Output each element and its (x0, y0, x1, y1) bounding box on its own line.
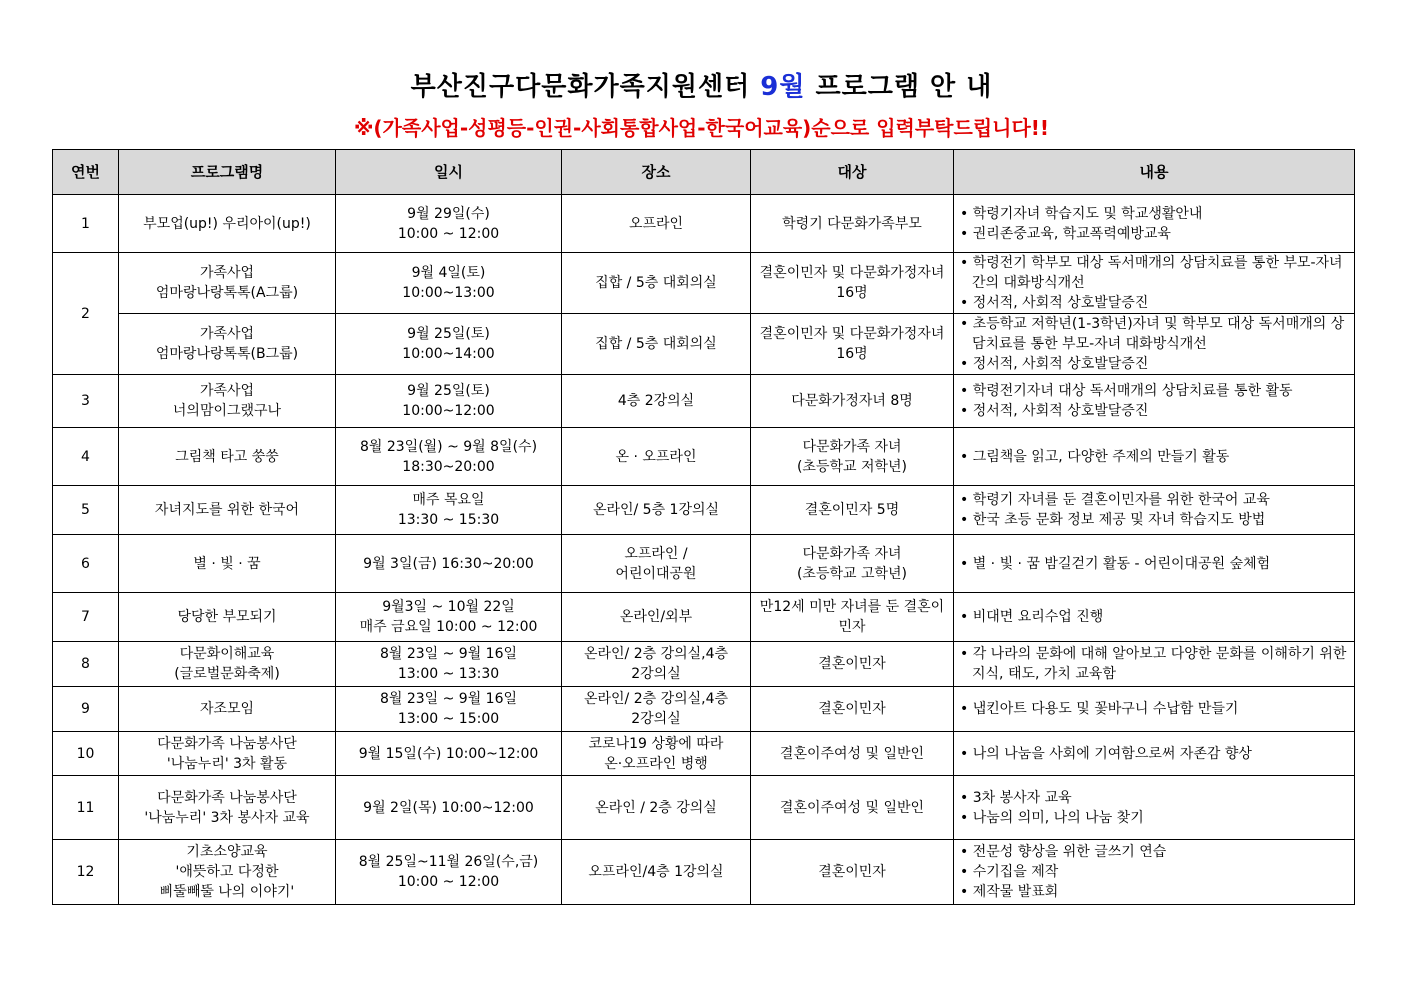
content-cell (954, 593, 1355, 642)
table-row (53, 687, 1355, 732)
place-cell (562, 253, 751, 314)
target-line: (초등학교 저학년) (796, 458, 908, 475)
program-name-line: 가족사업 (199, 265, 255, 281)
target-cell (751, 687, 954, 732)
program-name-line: 자조모임 (199, 701, 255, 717)
date-cell (336, 840, 562, 905)
target-line: 결혼이민자 (818, 864, 886, 880)
table-row (53, 375, 1355, 428)
date-line: 10:00 ~ 12:00 (397, 874, 500, 890)
content-cell (954, 428, 1355, 486)
place-cell (562, 642, 751, 687)
date-line: 매주 목요일 (412, 492, 485, 508)
program-name-cell (119, 840, 336, 905)
row-number-cell: 9 (53, 687, 119, 732)
date-cell (336, 195, 562, 253)
place-cell (562, 375, 751, 428)
content-cell (954, 195, 1355, 253)
date-line: 10:00~14:00 (402, 346, 495, 362)
program-name-line: 다문화이해교육 (179, 646, 275, 662)
table-row (53, 314, 1355, 375)
content-line: • 3차 봉사자 교육 (960, 789, 1072, 806)
program-name-line: 자녀지도를 위한 한국어 (154, 502, 300, 518)
program-name-cell (119, 732, 336, 776)
date-line: 8월 25일~11월 26일(수,금) (358, 854, 539, 870)
row-number-cell: 7 (53, 593, 119, 642)
program-name-line: 엄마랑나랑톡톡(A그룹) (155, 285, 299, 301)
target-line: 만12세 미만 자녀를 둔 결혼이민자 (759, 599, 945, 635)
date-line: 18:30~20:00 (402, 458, 495, 475)
title-suffix: 프로그램 안 내 (805, 72, 993, 102)
content-line: • 그림책을 읽고, 다양한 주제의 만들기 활동 (960, 448, 1230, 465)
target-line: 결혼이민자 (818, 701, 886, 717)
date-cell (336, 486, 562, 535)
target-line: 다문화가정자녀 8명 (791, 393, 913, 409)
title-month: 9월 (760, 72, 806, 102)
program-name-cell (119, 428, 336, 486)
target-line: 결혼이민자 및 다문화가정자녀 (759, 265, 945, 281)
place-line: 온라인/ 5층 1강의실 (592, 502, 720, 518)
content-line: • 수기집을 제작 (960, 864, 1059, 880)
target-line: 결혼이민자 및 다문화가정자녀 (759, 326, 945, 342)
table-row (53, 776, 1355, 840)
place-cell (562, 486, 751, 535)
row-number-cell: 1 (53, 195, 119, 253)
program-name-cell (119, 486, 336, 535)
date-line: 9월 25일(토) (407, 383, 490, 399)
target-line: 16명 (836, 346, 868, 362)
place-cell (562, 593, 751, 642)
content-line: • 냅킨아트 다용도 및 꽃바구니 수납함 만들기 (960, 701, 1239, 717)
place-line: 오프라인 (628, 215, 684, 232)
program-name-cell (119, 375, 336, 428)
place-line: 집합 / 5층 대회의실 (595, 336, 717, 352)
table-row (53, 642, 1355, 687)
content-line: • 권리존중교육, 학교폭력예방교육 (960, 225, 1171, 242)
program-name-cell (119, 593, 336, 642)
program-name-cell (119, 253, 336, 314)
place-line: 온 · 오프라인 (615, 448, 697, 465)
program-name-line: 그림책 타고 쑹쑹 (175, 448, 279, 465)
content-line: • 학령기 자녀를 둔 결혼이민자를 위한 한국어 교육 (960, 492, 1270, 508)
date-cell (336, 375, 562, 428)
date-line: 8월 23일(월) ~ 9월 8일(수) (359, 438, 538, 455)
column-header-target: 대상 (751, 150, 954, 195)
column-header-program: 프로그램명 (119, 150, 336, 195)
row-number-cell: 5 (53, 486, 119, 535)
content-line: • 나의 나눔을 사회에 기여함으로써 자존감 향상 (960, 745, 1252, 762)
content-line: • 학령전기자녀 대상 독서매개의 상담치료를 통한 활동 (960, 383, 1293, 399)
date-line: 9월 4일(토) (411, 265, 486, 281)
content-cell (954, 687, 1355, 732)
table-row (53, 535, 1355, 593)
target-line: (초등학교 고학년) (796, 565, 908, 582)
target-line: 결혼이주여성 및 일반인 (779, 799, 925, 816)
table-row (53, 428, 1355, 486)
date-line: 13:30 ~ 15:30 (397, 512, 500, 528)
place-line: 4층 2강의실 (617, 393, 695, 409)
table-row (53, 840, 1355, 905)
row-number-cell: 6 (53, 535, 119, 593)
program-name-line: '나눔누리' 3차 활동 (166, 755, 288, 772)
row-number-cell: 12 (53, 840, 119, 905)
date-line: 10:00~12:00 (402, 403, 495, 419)
place-cell (562, 776, 751, 840)
column-header-no: 연번 (53, 150, 119, 195)
target-line: 학령기 다문화가족부모 (782, 215, 922, 232)
date-line: 매주 금요일 10:00 ~ 12:00 (359, 619, 538, 635)
program-name-line: 엄마랑나랑톡톡(B그룹) (155, 346, 299, 362)
table-row (53, 593, 1355, 642)
place-line: 온·오프라인 병행 (604, 755, 708, 772)
content-cell (954, 375, 1355, 428)
target-cell (751, 428, 954, 486)
program-name-line: 다문화가족 나눔봉사단 (157, 789, 297, 806)
content-line: • 정서적, 사회적 상호발달증진 (960, 403, 1149, 419)
program-name-line: 가족사업 (199, 383, 255, 399)
column-header-content: 내용 (954, 150, 1355, 195)
date-cell (336, 593, 562, 642)
content-line: • 전문성 향상을 위한 글쓰기 연습 (960, 844, 1167, 860)
content-cell (954, 732, 1355, 776)
target-line: 16명 (836, 285, 868, 301)
program-name-cell (119, 776, 336, 840)
place-cell (562, 314, 751, 375)
content-line: • 학령전기 학부모 대상 독서매개의 상담치료를 통한 부모-자녀간의 대화방식개선 (960, 255, 1343, 291)
table-row (53, 732, 1355, 776)
content-line: • 각 나라의 문화에 대해 알아보고 다양한 문화를 이해하기 위한 지식, 태도, 가치 교육함 (960, 646, 1347, 682)
date-cell (336, 428, 562, 486)
content-line: • 학령기자녀 학습지도 및 학교생활안내 (960, 205, 1203, 222)
content-line: • 정서적, 사회적 상호발달증진 (960, 295, 1149, 311)
program-name-line: 당당한 부모되기 (177, 609, 277, 625)
program-name-line: (글로벌문화축제) (174, 666, 280, 682)
target-line: 결혼이주여성 및 일반인 (779, 745, 925, 762)
date-cell (336, 642, 562, 687)
program-name-cell (119, 687, 336, 732)
target-cell (751, 642, 954, 687)
place-line: 오프라인 / (624, 545, 688, 562)
target-cell (751, 314, 954, 375)
target-cell (751, 535, 954, 593)
place-cell (562, 428, 751, 486)
date-cell (336, 314, 562, 375)
target-cell (751, 776, 954, 840)
content-line: • 정서적, 사회적 상호발달증진 (960, 356, 1149, 372)
date-line: 10:00~13:00 (402, 285, 495, 301)
title-prefix: 부산진구다문화가족지원센터 (410, 72, 761, 102)
date-line: 9월 29일(수) (407, 205, 490, 222)
place-line: 온라인/ 2층 강의실,4층 (583, 691, 729, 707)
date-cell (336, 535, 562, 593)
date-line: 13:00 ~ 13:30 (397, 666, 500, 682)
target-cell (751, 593, 954, 642)
row-number-cell: 8 (53, 642, 119, 687)
content-cell (954, 486, 1355, 535)
place-line: 2강의실 (631, 666, 681, 682)
program-name-line: '애뜻하고 다정한 (175, 864, 279, 880)
content-cell (954, 840, 1355, 905)
date-line: 10:00 ~ 12:00 (397, 225, 500, 242)
program-name-line: 다문화가족 나눔봉사단 (157, 735, 297, 752)
content-line: • 비대면 요리수업 진행 (960, 609, 1104, 625)
place-line: 온라인 / 2층 강의실 (595, 799, 717, 816)
column-header-place: 장소 (562, 150, 751, 195)
content-line: • 별 · 빛 · 꿈 밤길걷기 활동 - 어린이대공원 숲체험 (960, 555, 1271, 572)
program-name-line: 부모업(up!) 우리아이(up!) (143, 215, 311, 232)
place-line: 코로나19 상황에 따라 (588, 735, 724, 752)
row-number-cell: 4 (53, 428, 119, 486)
place-cell (562, 195, 751, 253)
row-number-cell: 10 (53, 732, 119, 776)
program-name-line: 가족사업 (199, 326, 255, 342)
place-line: 어린이대공원 (615, 565, 697, 582)
content-line: • 제작물 발표회 (960, 884, 1059, 900)
program-name-cell (119, 314, 336, 375)
date-cell (336, 776, 562, 840)
target-cell (751, 253, 954, 314)
program-name-cell (119, 195, 336, 253)
program-name-line: 기초소양교육 (186, 844, 268, 860)
place-line: 집합 / 5층 대회의실 (595, 275, 717, 291)
program-name-line: 너의맘이그랬구나 (172, 403, 282, 419)
date-line: 8월 23일 ~ 9월 16일 (379, 691, 518, 707)
target-line: 다문화가족 자녀 (802, 545, 902, 562)
place-line: 온라인/외부 (619, 609, 693, 625)
target-line: 결혼이민자 5명 (804, 502, 900, 518)
place-line: 오프라인/4층 1강의실 (588, 864, 724, 880)
target-cell (751, 840, 954, 905)
date-cell (336, 687, 562, 732)
target-line: 결혼이민자 (818, 656, 886, 672)
content-cell (954, 253, 1355, 314)
content-line: • 한국 초등 문화 정보 제공 및 자녀 학습지도 방법 (960, 512, 1266, 528)
content-cell (954, 776, 1355, 840)
date-line: 13:00 ~ 15:00 (397, 711, 500, 727)
target-cell (751, 195, 954, 253)
date-line: 9월 2일(목) 10:00~12:00 (363, 799, 534, 816)
date-line: 8월 23일 ~ 9월 16일 (379, 646, 518, 662)
program-table (52, 149, 1355, 905)
content-line: • 초등학교 저학년(1-3학년)자녀 및 학부모 대상 독서매개의 상담치료를 통한 부모-자녀 대화방식개선 (960, 316, 1345, 352)
target-cell (751, 375, 954, 428)
place-cell (562, 687, 751, 732)
page-title (0, 66, 1403, 103)
content-cell (954, 314, 1355, 375)
program-name-cell (119, 642, 336, 687)
target-cell (751, 486, 954, 535)
place-line: 온라인/ 2층 강의실,4층 (583, 646, 729, 662)
row-number-cell: 2 (53, 253, 119, 375)
table-row (53, 253, 1355, 314)
column-header-date: 일시 (336, 150, 562, 195)
row-number-cell: 11 (53, 776, 119, 840)
table-header-row (53, 150, 1355, 195)
page-subtitle: ※(가족사업-성평등-인권-사회통합사업-한국어교육)순으로 입력부탁드립니다!! (353, 116, 1050, 140)
date-cell (336, 732, 562, 776)
target-line: 다문화가족 자녀 (802, 438, 902, 455)
table-row (53, 195, 1355, 253)
content-line: • 나눔의 의미, 나의 나눔 찾기 (960, 809, 1144, 826)
table-row (53, 486, 1355, 535)
date-cell (336, 253, 562, 314)
place-cell (562, 732, 751, 776)
table-body (53, 195, 1355, 905)
target-cell (751, 732, 954, 776)
date-line: 9월3일 ~ 10월 22일 (382, 599, 515, 615)
program-name-cell (119, 535, 336, 593)
program-name-line: '나눔누리' 3차 봉사자 교육 (144, 809, 310, 826)
place-cell (562, 840, 751, 905)
date-line: 9월 3일(금) 16:30~20:00 (363, 555, 534, 572)
place-cell (562, 535, 751, 593)
date-line: 9월 15일(수) 10:00~12:00 (358, 745, 539, 762)
content-cell (954, 535, 1355, 593)
content-cell (954, 642, 1355, 687)
program-name-line: 삐뚤빼뚤 나의 이야기' (159, 884, 295, 900)
date-line: 9월 25일(토) (407, 326, 490, 342)
program-name-line: 별 · 빛 · 꿈 (193, 555, 261, 572)
row-number-cell: 3 (53, 375, 119, 428)
place-line: 2강의실 (631, 711, 681, 727)
